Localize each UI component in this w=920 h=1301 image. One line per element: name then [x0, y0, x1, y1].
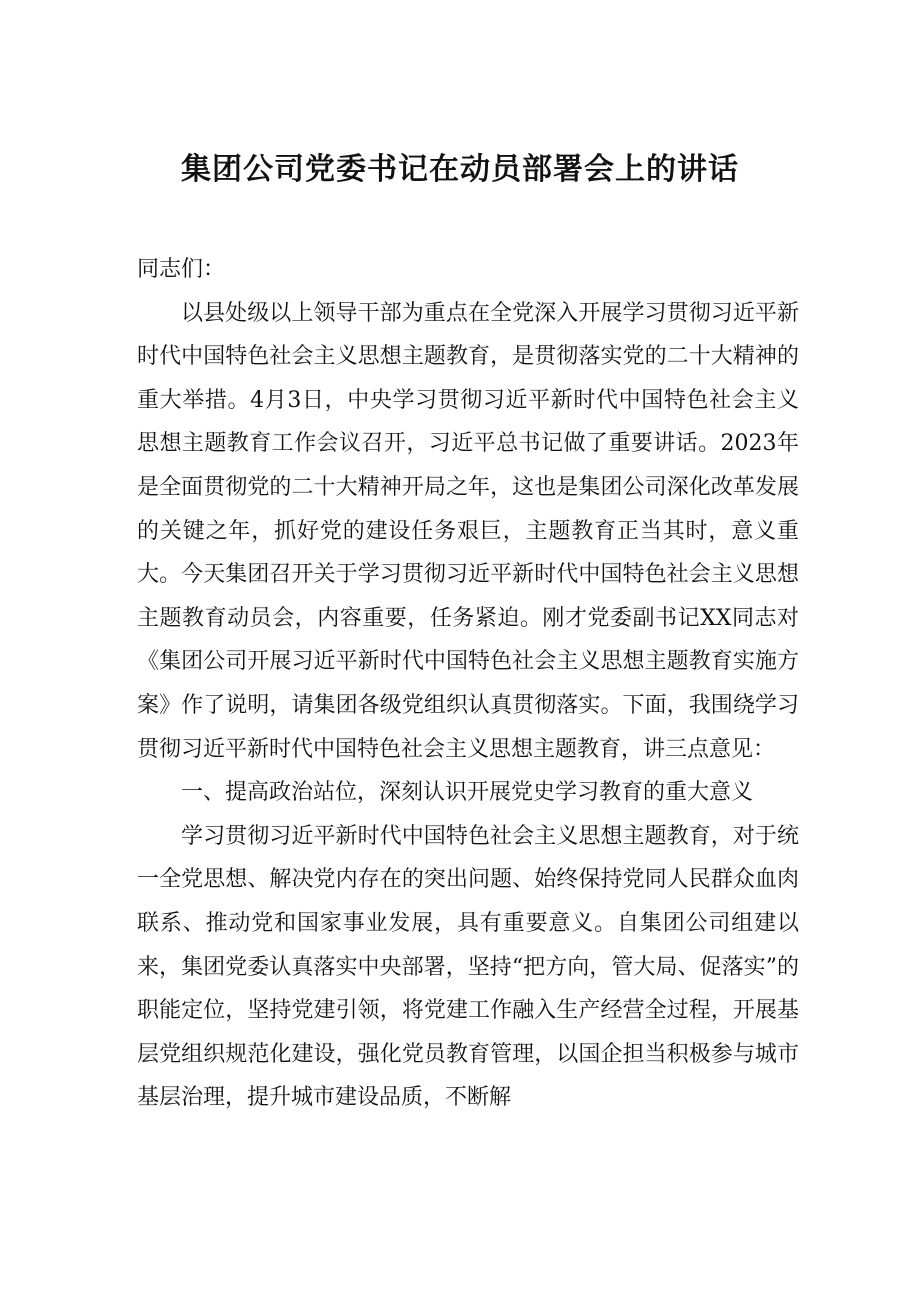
section-heading-1: 一、提高政治站位，深刻认识开展党史学习教育的重大意义 — [181, 780, 754, 806]
paragraph-intro: 以县处级以上领导干部为重点在全党深入开展学习贯彻习近平新时代中国特色社会主义思想主题教育，是贯彻落实党的二十大精神的重大举措。4月3日，中央学习贯彻习近平新时代中国特色社会主义思想主题教育工作会议召开，习近平总书记做了重要讲话。2023年是全面贯彻党的二十大精神开局之年，这也是集团公司深化改革发展的关键之年，抓好党的建设任务艰巨，主题教育正当其时，意义重大。今天集团召开关于学习贯彻习近平新时代中国特色社会主义思想主题教育动员会，内容重要，任务紧迫。刚才党委副书记XX同志对《集团公司开展习近平新时代中国特色社会主义思想主题教育实施方案》作了说明，请集团各级党组织认真贯彻落实。下面，我围绕学习贯彻习近平新时代中国特色社会主义思想主题教育，讲三点意见： — [137, 300, 799, 762]
document-title: 集团公司党委书记在动员部署会上的讲话 — [181, 152, 739, 187]
salutation: 同志们： — [137, 257, 226, 282]
paragraph-section-1: 学习贯彻习近平新时代中国特色社会主义思想主题教育，对于统一全党思想、解决党内存在的突出问题、始终保持党同人民群众血肉联系、推动党和国家事业发展，具有重要意义。自集团公司组建以来，集团党委认真落实中央部署，坚持“把方向，管大局、促落实”的职能定位，坚持党建引领，将党建工作融入生产经营全过程，开展基层党组织规范化建设，强化党员教育管理，以国企担当积极参与城市基层治理，提升城市建设品质，不断解 — [137, 823, 799, 1111]
document-body — [137, 248, 799, 1120]
